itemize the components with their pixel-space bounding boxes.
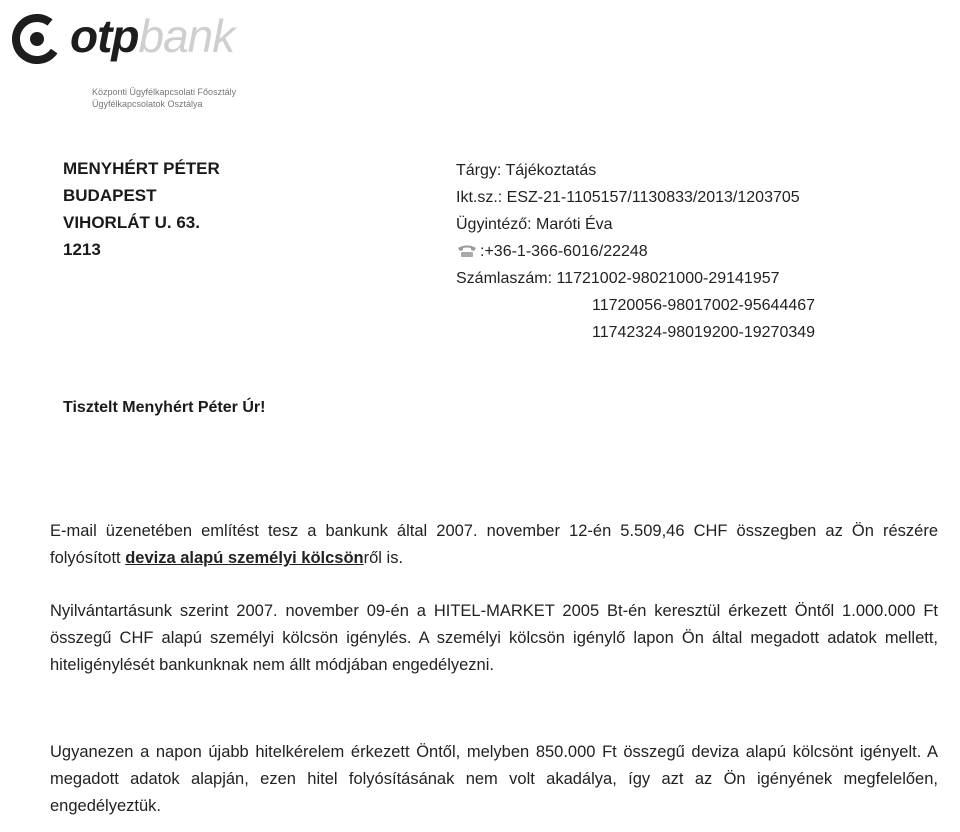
brand-secondary: bank (138, 10, 235, 62)
department-line-1: Központi Ügyfélkapcsolati Főosztály (92, 87, 237, 97)
paragraph-1-suffix: ről is. (363, 549, 404, 567)
file-number: Ikt.sz.: ESZ-21-1105157/1130833/2013/1203705 (456, 189, 800, 206)
administrator: Ügyintéző: Maróti Éva (456, 216, 613, 233)
account-number: 11742324-98019200-19270349 (592, 324, 816, 341)
recipient-zip: 1213 (63, 240, 101, 259)
paragraph-2: Nyilvántartásunk szerint 2007. november 09-én a HITEL-MARKET 2005 Bt-én keresztül érkezett Öntől 1.000.000 Ft összegű CHF alapú személyi kölcsön igénylés. A személyi kölcsön igénylő lapon Ön által megadott adatok mellett, hiteligénylését bankunknak nem állt módjában engedélyezni. (50, 602, 938, 674)
account-line-3 (456, 319, 815, 346)
salutation: Tisztelt Menyhért Péter Úr! (63, 399, 266, 416)
paragraph-1 (50, 518, 938, 572)
bank-name (70, 8, 234, 64)
department-line-2: Ügyfélkapcsolatok Osztálya (92, 99, 203, 109)
recipient-name: MENYHÉRT PÉTER (63, 159, 220, 178)
paragraph-1-text: E-mail üzenetében említést tesz a bankunk által 2007. november 12-én 5.509,46 CHF összegben az Ön részére folyósított (50, 522, 938, 567)
account-number: 11720056-98017002-95644467 (592, 297, 816, 314)
paragraph-3: Ugyanezen a napon újabb hitelkérelem érkezett Öntől, melyben 850.000 Ft összegű deviza alapú kölcsönt igényelt. A megadott adatok alapján, ezen hitel folyósításának nem volt akadálya, így azt az Ön igényének megfelelően, engedélyeztük. (50, 743, 938, 815)
recipient-city: BUDAPEST (63, 186, 157, 205)
reference-block (456, 157, 815, 346)
loan-type-emphasis: deviza alapú személyi kölcsön (125, 549, 364, 567)
account-number: 11721002-98021000-29141957 (556, 270, 780, 287)
subject-line: Tárgy: Tájékoztatás (456, 162, 597, 179)
recipient-address (63, 155, 220, 263)
department-header (92, 86, 236, 110)
phone-number: :+36-1-366-6016/22248 (480, 243, 648, 260)
telephone-icon (456, 240, 478, 254)
phone-line (456, 238, 815, 265)
recipient-street: VIHORLÁT U. 63. (63, 213, 200, 232)
account-label: Számlaszám: (456, 270, 553, 287)
brand-primary: otp (70, 10, 139, 62)
account-line-2 (456, 292, 815, 319)
otp-symbol-icon (12, 14, 62, 64)
account-line-1 (456, 265, 815, 292)
